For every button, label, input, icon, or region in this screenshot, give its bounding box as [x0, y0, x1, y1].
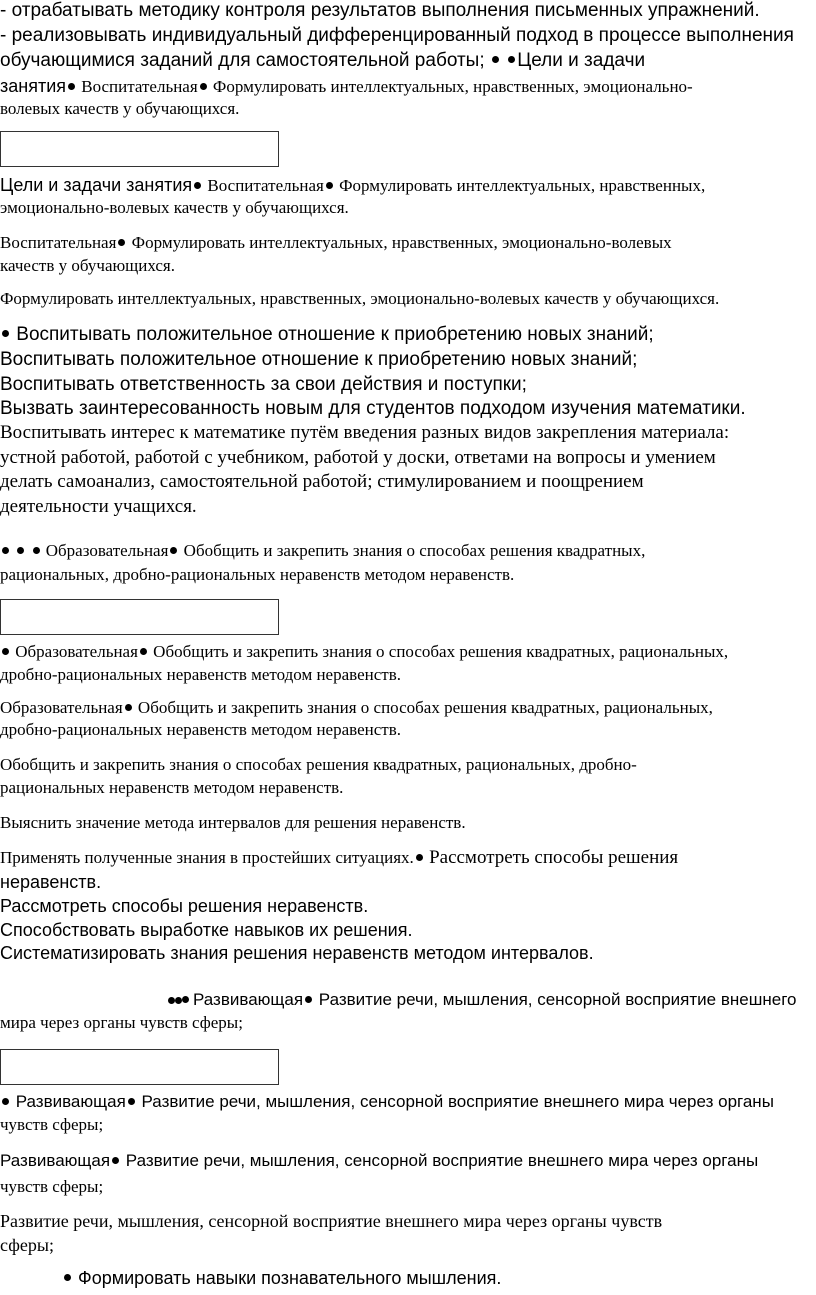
text-line: волевых качеств у обучающихся. [0, 99, 240, 118]
text-line: обучающимися заданий для самостоятельной работы; Цели и задачи [0, 50, 646, 71]
text-line: Развивающая Развитие речи, мышления, сенсорной восприятие внешнего мира через органы [0, 1151, 759, 1170]
text-line: Применять полученные знания в простейших ситуациях. Рассмотреть способы решения [0, 847, 679, 868]
text-line: занятия Воспитательная Формулировать интеллектуальных, нравственных, эмоционально- [0, 76, 693, 96]
text-line: Развивающая Развитие речи, мышления, сенсорной восприятие внешнего мира через органы [0, 1092, 774, 1112]
bullet-icon [33, 547, 40, 554]
text-line: дробно-рациональных неравенств методом неравенств. [0, 665, 401, 684]
text-line: неравенств. [0, 872, 102, 892]
text-line: Воспитывать ответственность за свои действия и поступки; [0, 374, 527, 395]
text-line: устной работой, работой с учебником, работой у доски, ответами на вопросы и умением [0, 447, 716, 468]
bullet-icon [68, 83, 75, 90]
text-line: Цели и задачи занятия Воспитательная Формулировать интеллектуальных, нравственных, [0, 175, 706, 195]
text-line: Воспитывать интерес к математике путём введения разных видов закрепления материала: [0, 422, 730, 443]
bullet-icon [175, 997, 182, 1004]
bullet-icon [326, 182, 333, 189]
empty-cell-box [0, 131, 279, 167]
bullet-icon [200, 83, 207, 90]
bullet-icon [118, 239, 125, 246]
text-line: Систематизировать знания решения неравенств методом интервалов. [0, 943, 594, 963]
text-line: чувств сферы; [0, 1177, 104, 1196]
bullet-icon [2, 547, 9, 554]
bullet-icon [170, 547, 177, 554]
text-line: Вызвать заинтересованность новым для студентов подходом изучения математики. [0, 398, 746, 419]
text-line: Рассмотреть способы решения неравенств. [0, 896, 369, 916]
text-line: качеств у обучающихся. [0, 256, 175, 275]
text-line: Образовательная Обобщить и закрепить знания о способах решения квадратных, [0, 541, 645, 561]
bullet-icon [305, 996, 312, 1003]
text-line: - реализовывать индивидуальный дифференцированный подход в процессе выполнения [0, 25, 794, 46]
text-line: Способствовать выработке навыков их решения. [0, 920, 413, 940]
text-line: Образовательная Обобщить и закрепить знания о способах решения квадратных, рациональных, [0, 642, 728, 662]
bullet-icon [194, 182, 201, 189]
bullet-icon [125, 704, 132, 711]
text-line: Образовательная Обобщить и закрепить знания о способах решения квадратных, рациональных, [0, 698, 713, 717]
text-line: деятельности учащихся. [0, 496, 197, 517]
bullet-icon [182, 996, 189, 1003]
text-line: Развитие речи, мышления, сенсорной восприятие внешнего мира через органы чувств [0, 1211, 663, 1231]
text-line: Выяснить значение метода интервалов для решения неравенств. [0, 813, 466, 832]
text-line: Формировать навыки познавательного мышления. [62, 1268, 501, 1289]
empty-cell-box [0, 599, 279, 635]
text-line: Развивающая Развитие речи, мышления, сенсорной восприятие внешнего [168, 990, 796, 1010]
bullet-icon [140, 648, 147, 655]
bullet-icon [168, 997, 175, 1004]
text-line: делать самоанализ, самостоятельной работой; стимулированием и поощрением [0, 471, 644, 492]
bullet-icon [2, 648, 9, 655]
bullet-icon [17, 547, 24, 554]
empty-cell-box [0, 1049, 279, 1085]
bullet-icon [508, 56, 515, 63]
bullet-icon [2, 1098, 9, 1105]
text-line: чувств сферы; [0, 1115, 104, 1134]
text-line: эмоционально-волевых качеств у обучающихся. [0, 198, 349, 217]
text-line: сферы; [0, 1235, 54, 1255]
bullet-icon [64, 1274, 71, 1281]
bullet-icon [128, 1098, 135, 1105]
bullet-icon [416, 854, 423, 861]
text-line: рациональных неравенств методом неравенств. [0, 778, 344, 797]
bullet-icon [492, 56, 499, 63]
text-line: дробно-рациональных неравенств методом неравенств. [0, 720, 401, 739]
bullet-icon [112, 1157, 119, 1164]
text-line: Формулировать интеллектуальных, нравственных, эмоционально-волевых качеств у обучающихся. [0, 289, 720, 308]
text-line: Воспитывать положительное отношение к приобретению новых знаний; [0, 324, 654, 346]
text-line: - отрабатывать методику контроля результатов выполнения письменных упражнений. [0, 0, 760, 21]
text-line: Обобщить и закрепить знания о способах решения квадратных, рациональных, дробно- [0, 755, 637, 774]
text-line: Воспитательная Формулировать интеллектуальных, нравственных, эмоционально-волевых [0, 233, 672, 252]
text-line: мира через органы чувств сферы; [0, 1013, 243, 1032]
bullet-icon [2, 330, 9, 337]
text-line: рациональных, дробно-рациональных неравенств методом неравенств. [0, 565, 515, 584]
text-line: Воспитывать положительное отношение к приобретению новых знаний; [0, 349, 638, 370]
